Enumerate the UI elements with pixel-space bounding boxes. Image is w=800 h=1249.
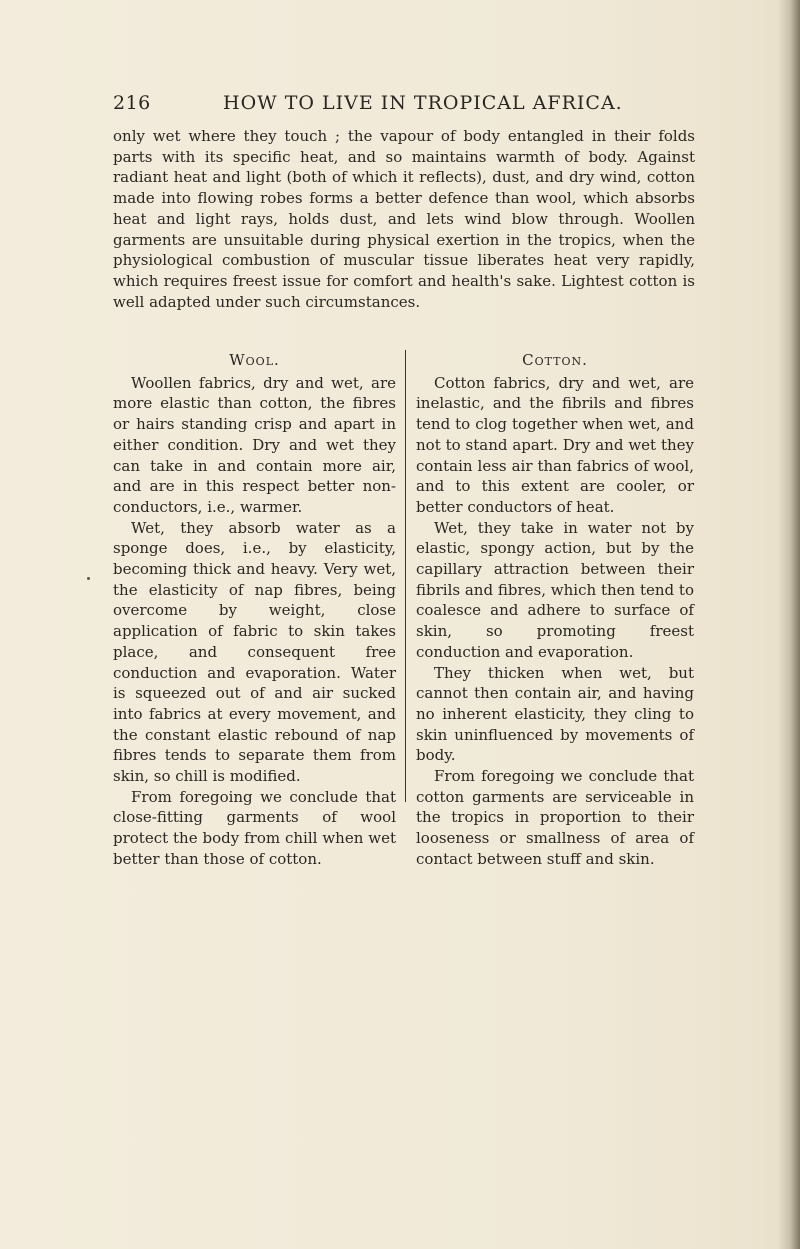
cotton-paragraph-4: From foregoing we conclude that cotton garments are serviceable in the tropics in proportion to their looseness or smallness of area of contact between stuff and skin. (416, 767, 694, 868)
wool-column (113, 350, 396, 870)
wool-paragraph-3: From foregoing we conclude that close-fitting garments of wool protect the body from chill when wet better than those of cotton. (113, 787, 396, 868)
wool-heading: Wool. (229, 351, 280, 369)
page-number: 216 (113, 92, 151, 114)
page-edge-shadow (778, 0, 800, 1249)
cotton-heading: Cotton. (522, 351, 588, 369)
cotton-paragraph-3: They thicken when wet, but cannot then contain air, and having no inherent elasticity, they cling to skin uninfluenced by movements of body. (416, 663, 694, 765)
wool-paragraph-1: Woollen fabrics, dry and wet, are more elastic than cotton, the fibres or hairs standing crisp and apart in either condition. Dry and wet they can take in and contain more air, and are in this respect better non-conductors, i.e., warmer. (113, 373, 396, 516)
column-divider (405, 350, 406, 802)
wool-paragraph-2: Wet, they absorb water as a sponge does, i.e., by elasticity, becoming thick and heavy. Very wet, the elasticity of nap fibres, being overcome by weight, close application of fabric to skin takes place, and consequent free conduction and evaporation. Water is squeezed out of and air sucked into fabrics at every movement, and the constant elastic rebound of nap fibres tends to separate them from skin, so chill is modified. (113, 518, 396, 786)
margin-speck (87, 577, 90, 580)
intro-paragraph: only wet where they touch ; the vapour of body entangled in their folds parts with its specific heat, and so maintains warmth of body. Against radiant heat and light (both of which it reflects), dust, and dry wind, cotton made into flowing robes forms a better defence than wool, which absorbs heat and light rays, holds dust, and lets wind blow through. Woollen garments are unsuitable during physical exertion in the tropics, when the physiological combustion of muscular tissue liberates heat very rapidly, which requires freest issue for comfort and health's sake. Lightest cotton is well adapted under such circumstances. (113, 127, 695, 311)
cotton-paragraph-2: Wet, they take in water not by elastic, spongy action, but by the capillary attraction between their fibrils and fibres, which then tend to coalesce and adhere to surface of skin, so promoting freest conduction and evaporation. (416, 518, 694, 661)
page-header (113, 92, 693, 116)
running-title: HOW TO LIVE IN TROPICAL AFRICA. (223, 92, 623, 114)
cotton-column (416, 350, 694, 870)
cotton-paragraph-1: Cotton fabrics, dry and wet, are inelastic, and the fibrils and fibres tend to clog together when wet, and not to stand apart. Dry and wet they contain less air than fabrics of wool, and to this extent are cooler, or better conductors of heat. (416, 373, 694, 516)
